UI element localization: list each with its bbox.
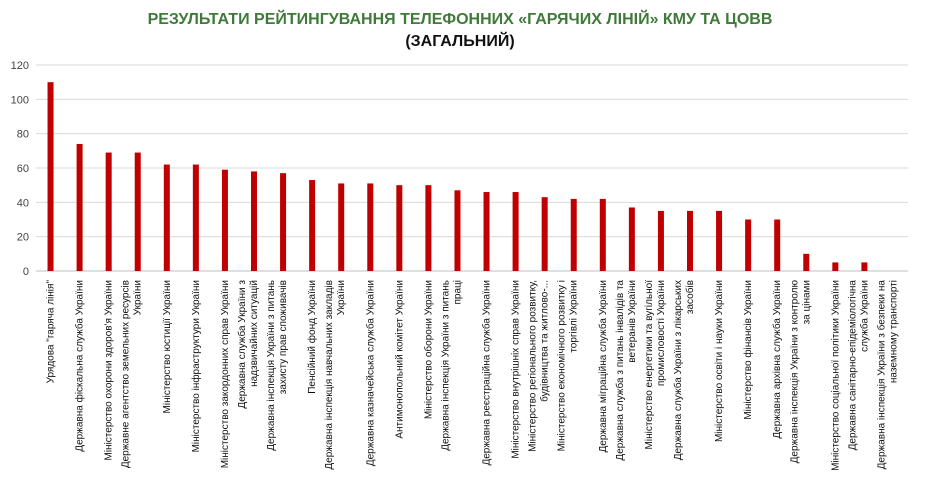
- x-tick-label: [672, 280, 696, 460]
- bar: [600, 199, 606, 271]
- bar: [193, 165, 199, 271]
- x-tick-label: [236, 280, 260, 409]
- x-tick-label: [190, 280, 202, 452]
- x-tick-label-line: України: [336, 280, 348, 316]
- x-tick-label: [511, 280, 522, 459]
- bar: [135, 153, 141, 271]
- x-tick-label: [742, 280, 754, 420]
- x-tick-label-line: Міністерство фінансів України: [743, 280, 755, 420]
- x-tick-label: [481, 280, 493, 466]
- x-tick-label: [162, 280, 173, 413]
- y-tick-label: 20: [16, 231, 29, 244]
- x-tick-label: [324, 280, 347, 470]
- chart-subtitle: (ЗАГАЛЬНИЙ): [405, 33, 515, 50]
- bar: [571, 199, 577, 271]
- x-tick-label-line: засобів: [685, 280, 696, 315]
- x-tick-label-line: Державна інспекція України з безпеки на: [876, 280, 888, 470]
- x-tick-label-line: України: [132, 280, 144, 316]
- bar: [454, 190, 460, 271]
- bar: [425, 185, 431, 271]
- x-tick-label: [875, 280, 899, 470]
- bar: [222, 170, 228, 271]
- x-tick-label-line: Державна санітарно-епідеміологічна: [847, 280, 859, 451]
- bar: [396, 185, 402, 271]
- bar: [542, 197, 548, 271]
- x-tick-label-line: Державна служба з питань інвалідів та: [614, 280, 626, 461]
- x-tick-label-line: будівництва та житлово-...: [539, 280, 551, 402]
- x-tick-label: [306, 280, 318, 394]
- bar: [629, 207, 635, 271]
- x-tick-label: [557, 280, 580, 451]
- x-tick-label: [789, 280, 812, 464]
- x-tick-label: [266, 280, 289, 451]
- y-tick-label: 0: [22, 266, 29, 278]
- x-tick-label-line: Державна фіскальна служба України: [74, 280, 86, 452]
- x-tick-label-line: Урядова "гаряча лінія": [45, 280, 57, 384]
- bar: [106, 153, 112, 271]
- x-tick-label: [528, 280, 551, 452]
- x-tick-label: [644, 280, 667, 450]
- x-tick-label-line: Державна архівна служба України: [772, 280, 784, 439]
- bar: [484, 192, 490, 271]
- x-tick-label: [597, 280, 609, 452]
- bar: [367, 183, 373, 271]
- x-tick-label-line: праці: [452, 280, 464, 305]
- x-tick-label-line: за цінами: [801, 280, 813, 325]
- bar: [280, 173, 286, 271]
- bars: [48, 82, 868, 271]
- x-tick-label: [847, 280, 870, 451]
- x-tick-label-line: Державна міграційна служба України: [597, 280, 609, 453]
- bar: [745, 220, 751, 272]
- x-tick-label: [121, 280, 144, 468]
- bar: [77, 144, 83, 271]
- x-tick-label-line: Міністерство інфраструктури України: [190, 280, 202, 453]
- x-tick-label: [364, 280, 376, 466]
- x-tick-label-line: Антимонопольний комітет України: [394, 280, 406, 439]
- x-tick-label-line: Міністерство освіти і науки України: [714, 280, 726, 443]
- x-tick-label: [422, 280, 434, 419]
- bar: [687, 211, 693, 271]
- x-tick-label-line: Державна інспекція України з питань: [266, 280, 278, 451]
- x-tick-label-line: Державна інспекція України з питань: [440, 280, 452, 451]
- y-tick-label: 120: [10, 60, 29, 72]
- x-tick-label-line: служба України: [859, 280, 871, 352]
- x-tick-label-line: Державна інспекція навчальних закладів: [324, 280, 336, 470]
- x-tick-label-line: Міністерство юстиції України: [161, 280, 173, 414]
- bar: [658, 211, 664, 271]
- bar: [716, 211, 722, 271]
- x-tick-label-line: Пенсійний фонд України: [307, 280, 319, 394]
- x-tick-label: [104, 280, 115, 461]
- x-tick-label-line: Державна казначейська служба України: [365, 280, 377, 467]
- bar: [338, 183, 344, 271]
- bar: [832, 262, 838, 271]
- x-tick-label-line: Державна реєстраційна служба України: [481, 280, 493, 466]
- x-tick-label-line: ветеранів України: [626, 280, 638, 363]
- x-tick-label: [46, 280, 57, 384]
- x-tick-label-line: Міністерство регіонального розвитку,: [527, 280, 539, 452]
- x-tick-label-line: Державна служба України з лікарських: [673, 280, 684, 461]
- x-tick-label: [714, 280, 725, 442]
- x-tick-label: [830, 280, 841, 471]
- x-tick-label-line: Державна служба України з: [237, 280, 248, 409]
- bar: [513, 192, 519, 271]
- bar: [861, 262, 867, 271]
- bar: [774, 220, 780, 272]
- bar: [48, 82, 54, 271]
- x-tick-label-line: надзвичайних ситуацій: [249, 280, 260, 387]
- x-tick-label: [771, 280, 783, 439]
- x-tick-label-line: промисловості України: [655, 280, 667, 387]
- x-tick-label-line: Державне агентство земельних ресурсів: [120, 280, 132, 469]
- bar: [309, 180, 315, 271]
- chart-title: РЕЗУЛЬТАТИ РЕЙТИНГУВАННЯ ТЕЛЕФОННИХ «ГАРЯЧИХ ЛІНІЙ» КМУ ТА ЦОВВ: [147, 11, 773, 28]
- x-tick-label: [440, 280, 463, 451]
- x-tick-label-line: Міністерство економічного розвитку і: [556, 280, 568, 452]
- y-tick-label: 80: [16, 128, 29, 141]
- y-tick-label: 40: [16, 197, 29, 210]
- y-axis-ticks: [11, 60, 29, 278]
- bar: [803, 254, 809, 271]
- x-axis-labels: [46, 280, 900, 471]
- x-tick-label-line: Міністерство охорони здоров'я України: [103, 280, 115, 461]
- x-tick-label-line: Міністерство соціальної політики України: [830, 279, 842, 471]
- x-tick-label-line: захисту прав споживачів: [278, 280, 290, 395]
- bar: [251, 171, 257, 271]
- x-tick-label-line: торгівлі України: [568, 280, 580, 353]
- x-tick-label-line: Міністерство закордонних справ України: [219, 280, 231, 469]
- x-tick-label: [394, 280, 405, 439]
- bar: [164, 165, 170, 271]
- x-tick-label-line: Державна інспекція України з контролю: [789, 280, 801, 464]
- y-tick-label: 100: [10, 94, 29, 107]
- x-tick-label-line: Міністерство енергетики та вугільної: [643, 280, 655, 450]
- x-tick-label-line: Міністерство оборони України: [423, 280, 435, 420]
- x-tick-label: [220, 280, 231, 468]
- x-tick-label: [614, 280, 638, 461]
- x-tick-label: [74, 280, 86, 452]
- x-tick-label-line: Міністерство внутрішніх справ України: [510, 280, 522, 459]
- y-tick-label: 60: [16, 163, 29, 175]
- x-tick-label-line: наземному транспорті: [888, 280, 900, 384]
